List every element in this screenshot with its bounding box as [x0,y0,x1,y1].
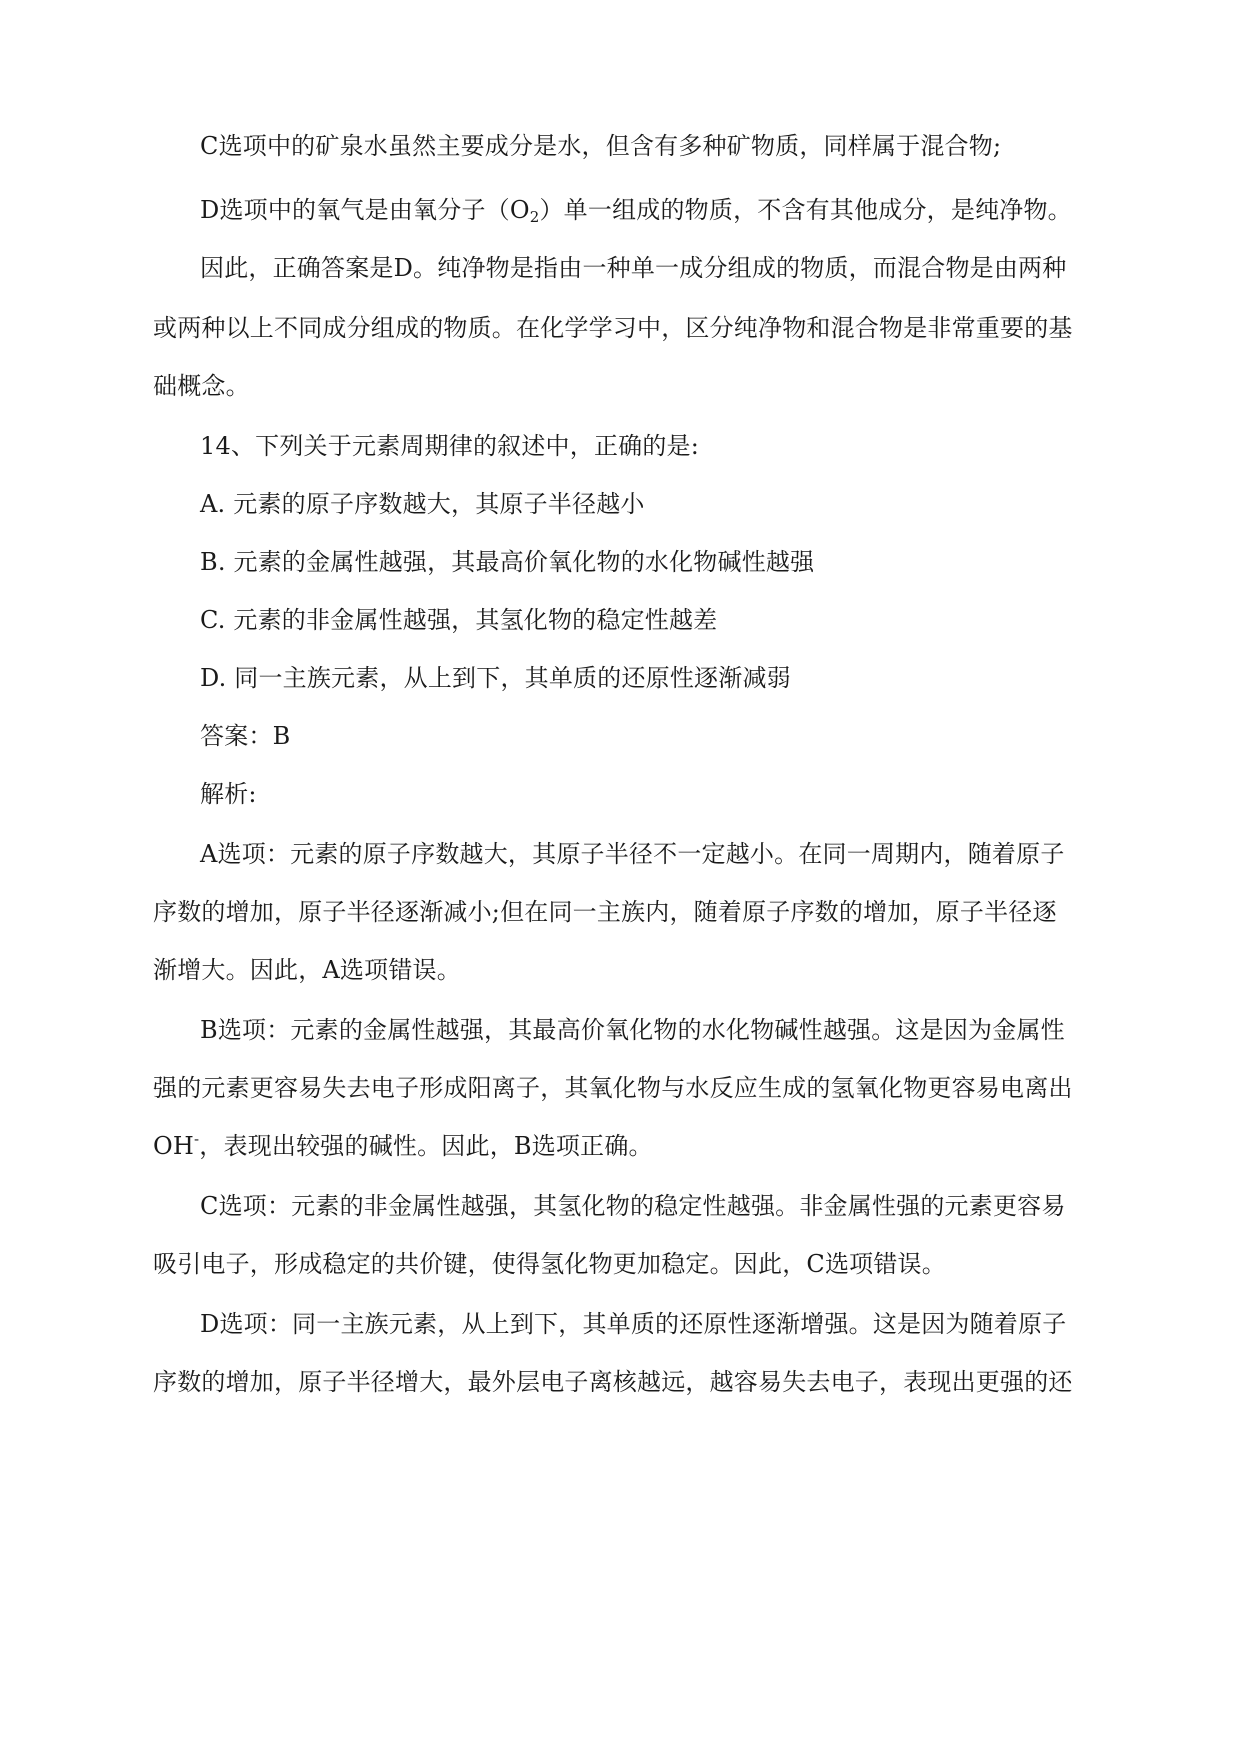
answer [200,720,1140,752]
option-text: B. 元素的金属性越强，其最高价氧化物的水化物碱性越强 [200,548,815,576]
analysis-d-line2 [153,1366,1093,1398]
text-d-option-oxygen-part2: ）单一组成的物质，不含有其他成分，是纯净物。 [539,196,1072,224]
analysis-text: 序数的增加，原子半径逐渐减小;但在同一主族内，随着原子序数的增加，原子半径逐 [153,898,1057,926]
option-text: C. 元素的非金属性越强，其氢化物的稳定性越差 [200,606,718,634]
analysis-a-line2 [153,896,1093,928]
analysis-text-oh: OH [153,1132,195,1160]
option-text: D. 同一主族元素，从上到下，其单质的还原性逐渐减弱 [200,664,791,692]
paragraph-line [200,252,1140,284]
analysis-c-line1 [200,1190,1140,1222]
option-c [200,604,1140,636]
paragraph-line [200,194,1140,226]
analysis-text: D选项：同一主族元素，从上到下，其单质的还原性逐渐增强。这是因为随着原子 [200,1310,1067,1338]
text-conclusion-line2: 或两种以上不同成分组成的物质。在化学学习中，区分纯净物和混合物是非常重要的基 [153,314,1073,342]
analysis-b-line3 [153,1130,1093,1162]
analysis-text: 吸引电子，形成稳定的共价键，使得氢化物更加稳定。因此，C选项错误。 [153,1250,946,1278]
analysis-label-text: 解析: [200,780,257,808]
analysis-a-line3 [153,954,1093,986]
paragraph-line [153,370,1093,402]
answer-text: 答案：B [200,722,291,750]
subscript: 2 [529,208,540,226]
question-text: 14、下列关于元素周期律的叙述中，正确的是: [200,432,700,460]
analysis-text: A选项：元素的原子序数越大，其原子半径不一定越小。在同一周期内，随着原子 [200,840,1065,868]
paragraph-line [153,312,1093,344]
analysis-a-line1 [200,838,1140,870]
analysis-text: B选项：元素的金属性越强，其最高价氧化物的水化物碱性越强。这是因为金属性 [200,1016,1065,1044]
question-stem [200,430,1140,462]
analysis-b-line2 [153,1072,1093,1104]
analysis-label [200,778,1140,810]
analysis-text: 强的元素更容易失去电子形成阳离子，其氧化物与水反应生成的氢氧化物更容易电离出 [153,1074,1073,1102]
text-conclusion-line1: 因此，正确答案是D。纯净物是指由一种单一成分组成的物质，而混合物是由两种 [200,254,1067,282]
analysis-d-line1 [200,1308,1140,1340]
text-d-option-oxygen-part1: D选项中的氧气是由氧分子（O [200,196,530,224]
option-b [200,546,1140,578]
text-conclusion-line3: 础概念。 [153,372,250,400]
analysis-text: 渐增大。因此，A选项错误。 [153,956,461,984]
analysis-text: C选项：元素的非金属性越强，其氢化物的稳定性越强。非金属性强的元素更容易 [200,1192,1066,1220]
analysis-b-line1 [200,1014,1140,1046]
option-a [200,488,1140,520]
option-d [200,662,1140,694]
superscript: - [194,1130,200,1148]
text-c-option-mineral-water: C选项中的矿泉水虽然主要成分是水，但含有多种矿物质，同样属于混合物; [200,132,1002,160]
option-text: A. 元素的原子序数越大，其原子半径越小 [200,490,645,518]
analysis-text: 序数的增加，原子半径增大，最外层电子离核越远，越容易失去电子，表现出更强的还 [153,1368,1073,1396]
analysis-c-line2 [153,1248,1093,1280]
paragraph-line [200,130,1140,162]
analysis-text: ，表现出较强的碱性。因此，B选项正确。 [199,1132,653,1160]
